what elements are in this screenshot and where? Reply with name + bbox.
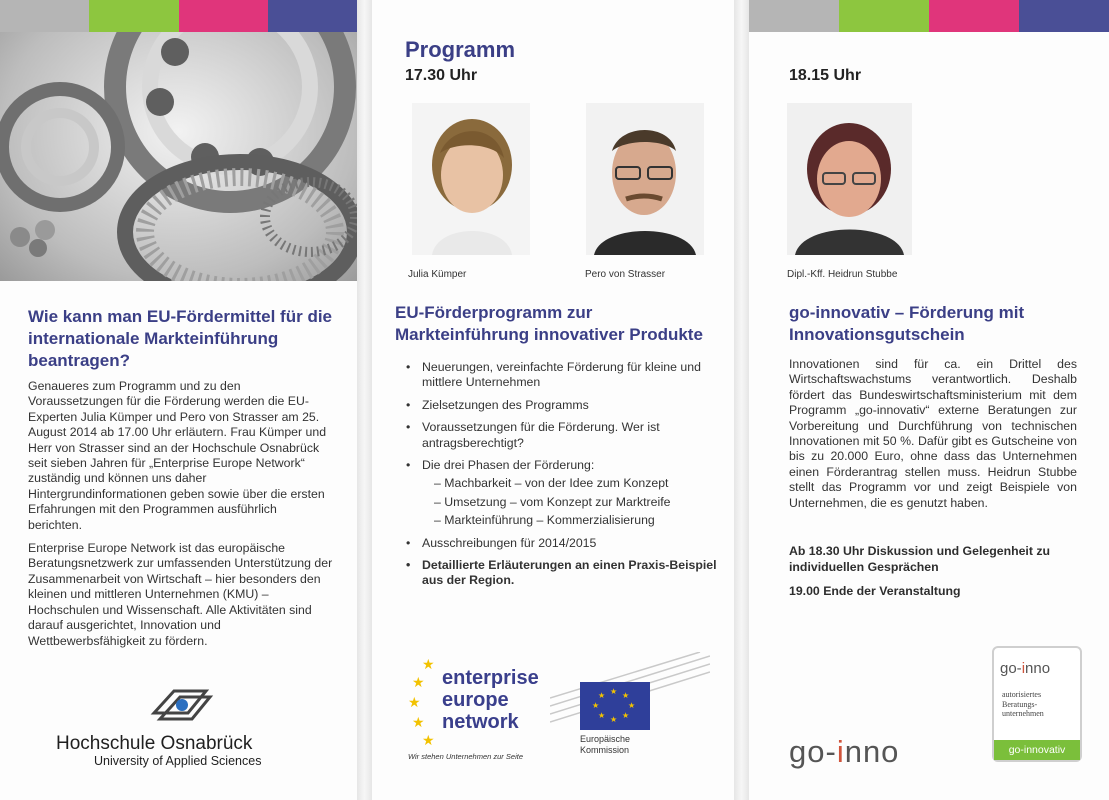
logo-part: go-	[789, 734, 837, 769]
color-bars	[749, 0, 1109, 32]
section-heading: Wie kann man EU-Fördermittel für die internationale Markteinführung beantragen?	[28, 307, 332, 370]
bar-grey	[0, 0, 89, 32]
hochschule-name: Hochschule Osnabrück	[56, 733, 253, 754]
svg-text:★: ★	[622, 691, 630, 700]
svg-text:★: ★	[610, 715, 618, 724]
hochschule-subtitle: University of Applied Sciences	[94, 754, 262, 768]
color-bars	[0, 0, 357, 32]
time-1730: 17.30 Uhr	[405, 67, 478, 84]
svg-text:★: ★	[610, 687, 618, 696]
een-word: enterprise	[442, 667, 539, 689]
hochschule-emblem-icon	[146, 683, 216, 729]
svg-text:★: ★	[422, 656, 435, 672]
portrait-pero-von-strasser	[586, 103, 704, 255]
bullet-item: • Zielsetzungen des Programms	[406, 398, 726, 413]
svg-text:★: ★	[412, 714, 425, 730]
een-slogan: Wir stehen Unternehmen zur Seite	[408, 752, 523, 761]
badge-text: autorisiertes Beratungs-unternehmen	[1002, 690, 1044, 718]
bar-green	[89, 0, 178, 32]
caption-heidrun: Dipl.-Kff. Heidrun Stubbe	[787, 269, 898, 280]
section-heading: go-innovativ – Förderung mit Innovationsgutschein	[789, 303, 1025, 344]
intro-text	[28, 379, 333, 657]
een-word: network	[442, 711, 519, 733]
paragraph: Enterprise Europe Network ist das europäische Beratungsnetzwerk zur umfassenden Unterstützung der Zusammenarbeit von Wirtschaft – hier besonders den kleinen und mittleren Unternehmen (KMU) – Hochschulen und Wissenschaft. Alle Aktivitäten sind darauf ausgerichtet, Innovation und Wettbewerbsfähigkeit zu fördern.	[28, 541, 333, 648]
logo-accent: i	[836, 734, 845, 769]
sub-bullet-item: – Machbarkeit – von der Idee zum Konzept	[434, 476, 669, 491]
eu-label: Europäische	[580, 734, 631, 744]
fold-gutter	[734, 0, 749, 800]
panel-left	[0, 0, 357, 800]
sub-bullet-item: – Umsetzung – vom Konzept zur Marktreife	[434, 494, 671, 509]
svg-text:★: ★	[412, 674, 425, 690]
eu-label: Kommission	[580, 745, 630, 755]
badge-logo-part: go-	[1000, 660, 1022, 677]
eu-building-icon	[550, 652, 710, 732]
svg-text:★: ★	[592, 701, 600, 710]
sub-bullet-item: – Markteinführung – Kommerzialisierung	[434, 513, 655, 528]
bar-purple	[268, 0, 357, 32]
section-heading: EU-Förderprogramm zur Markteinführung innovativer Produkte	[395, 303, 703, 344]
end-note: 19.00 Ende der Veranstaltung	[789, 584, 961, 598]
svg-text:★: ★	[408, 694, 421, 710]
eu-stars-icon	[408, 655, 442, 751]
badge-bar: go-innovativ	[994, 740, 1080, 760]
een-word: europe	[442, 689, 509, 711]
svg-text:★: ★	[422, 732, 435, 748]
caption-pero: Pero von Strasser	[585, 269, 666, 280]
program-title: Programm	[405, 37, 516, 62]
portrait-heidrun-stubbe	[787, 103, 912, 255]
bar-magenta	[179, 0, 268, 32]
bar-magenta	[929, 0, 1019, 32]
european-commission-logo	[550, 652, 710, 767]
enterprise-europe-network-logo	[408, 655, 543, 765]
svg-text:★: ★	[598, 711, 606, 720]
time-1815: 18.15 Uhr	[789, 67, 862, 84]
caption-julia: Julia Kümper	[408, 269, 467, 280]
portrait-julia-kuemper	[412, 103, 530, 255]
go-inno-logo	[789, 734, 899, 770]
panel-middle	[372, 0, 734, 800]
svg-text:★: ★	[628, 701, 636, 710]
badge-logo	[1000, 660, 1050, 677]
discussion-note: Ab 18.30 Uhr Diskussion und Gelegenheit zu individuellen Gesprächen	[789, 544, 1051, 574]
fold-gutter	[357, 0, 372, 800]
badge-logo-accent: i	[1021, 660, 1026, 677]
bullet-item: • Voraussetzungen für die Förderung. Wer ist antragsberechtigt?	[406, 420, 726, 451]
bar-purple	[1019, 0, 1109, 32]
panel-right	[749, 0, 1109, 800]
bearings-photo	[0, 32, 357, 281]
bar-green	[839, 0, 929, 32]
bullet-item: • Die drei Phasen der Förderung:	[406, 458, 726, 473]
bearings-illustration	[0, 32, 357, 281]
hochschule-logo	[56, 683, 316, 773]
go-innovativ-text: Innovationen sind für ca. ein Drittel des Wirtschaftswachstums verantwortlich. Deshalb fördert das Bundeswirtschaftsministerium mit dem Programm „go-innovativ“ externe Beratungen zur Vorbereitung und Durchführung von technischen Innovationen mit 50 %. Dafür gibt es Gutscheine von bis zu 20.000 Euro, ohne dass das Unternehmen einen Förderantrag stellen muss. Heidrun Stubbe stellt das Programm vor und zeigt Beispiele von Unternehmen, die es genutzt haben.	[789, 357, 1077, 510]
bullet-item: • Detaillierte Erläuterungen an einen Praxis-Beispiel aus der Region.	[406, 558, 726, 589]
bullet-item: • Neuerungen, vereinfachte Förderung für kleine und mittlere Unternehmen	[406, 360, 726, 391]
bar-grey	[749, 0, 839, 32]
go-inno-badge	[992, 646, 1082, 762]
svg-text:★: ★	[598, 691, 606, 700]
bullet-item: • Ausschreibungen für 2014/2015	[406, 536, 726, 551]
svg-text:★: ★	[622, 711, 630, 720]
badge-logo-part: nno	[1025, 660, 1051, 677]
program-bullet-list	[406, 360, 726, 596]
paragraph: Genaueres zum Programm und zu den Voraussetzungen für die Förderung werden die EU-Experten Julia Kümper und Pero von Strasser am 25. August 2014 ab 17.00 Uhr erläutern. Frau Kümper und Herr von Strasser sind an der Hochschule Osnabrück seit sieben Jahren für „Enterprise Europe Network“ zuständig und können uns daher Hintergrundinformationen geben sowie über die ersten Erfahrungen mit den Programmen ausführlich berichten.	[28, 379, 327, 532]
logo-part: nno	[844, 734, 900, 769]
